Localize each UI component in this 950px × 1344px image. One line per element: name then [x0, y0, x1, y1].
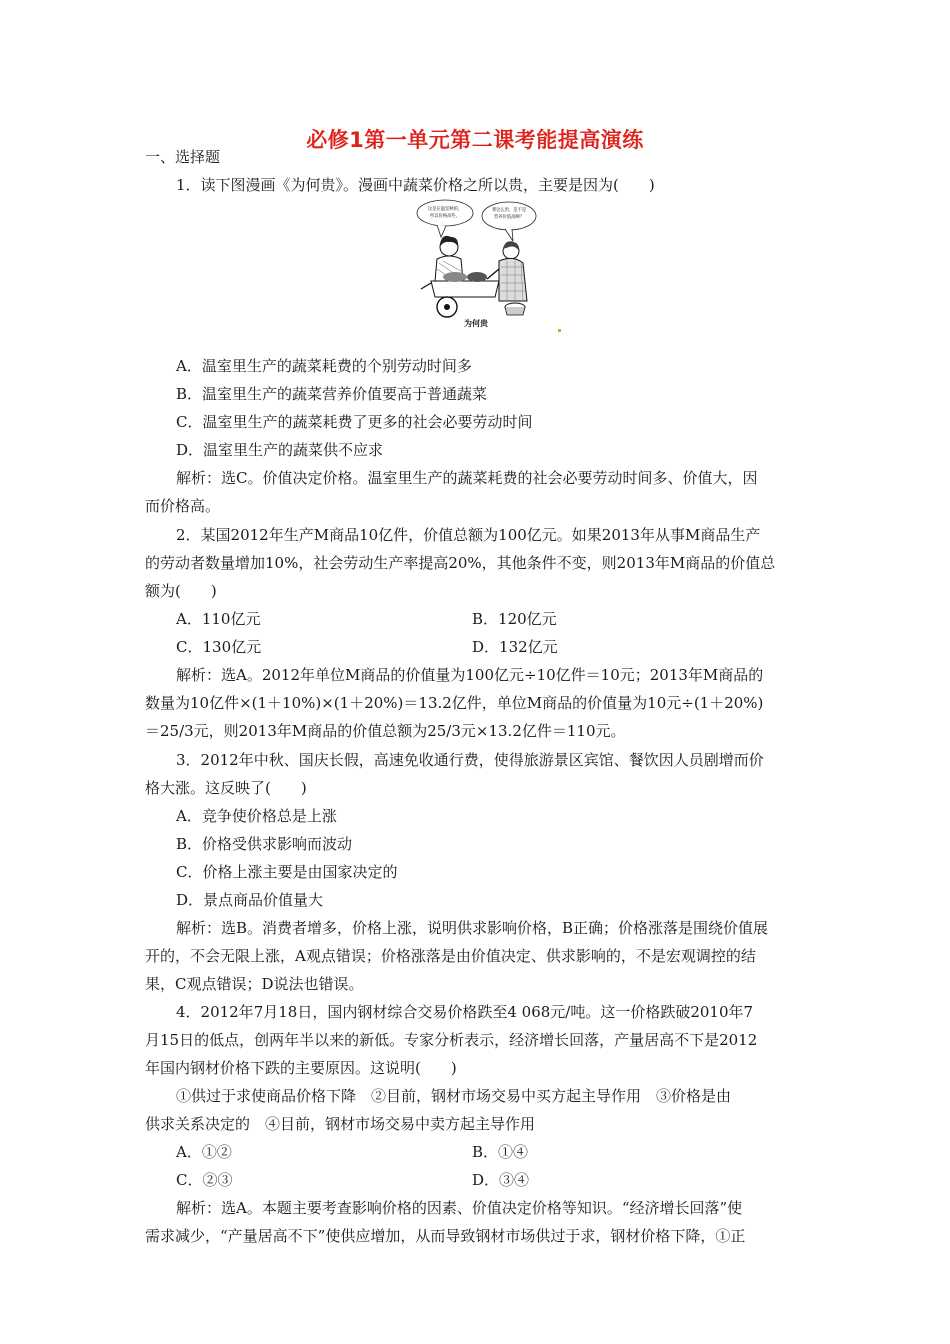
q4-option-b: B．①④	[472, 1143, 529, 1161]
q1-option-b: B．温室里生产的蔬菜营养价值要高于普通蔬菜	[176, 385, 488, 403]
q4-analysis-line: 需求减少，“产量居高不下”使供应增加，从而导致钢材市场供过于求，钢材价格下降，①正	[145, 1227, 746, 1245]
q4-stem-line: 4．2012年7月18日，国内钢材综合交易价格跌至4 068元/吨。这一价格跌破2010年7	[176, 1003, 754, 1021]
q3-option-d: D．景点商品价值量大	[176, 891, 324, 909]
q2-analysis-line: ＝25/3元，则2013年M商品的价值总额为25/3元×13.2亿件＝110元。	[145, 722, 626, 740]
q3-analysis-line: 果，C观点错误；D说法也错误。	[145, 975, 364, 993]
q3-stem-line: 格大涨。这反映了( )	[145, 779, 307, 797]
q2-analysis-line: 解析：选A。2012年单位M商品的价值量为100亿元÷10亿件＝10元；2013年M商品的	[176, 666, 764, 684]
q2-stem-line: 的劳动者数量增加10%，社会劳动生产率提高20%，其他条件不变，则2013年M商品的价值总	[145, 554, 776, 572]
q4-stem-line: 年国内钢材价格下跌的主要原因。这说明( )	[145, 1059, 457, 1077]
q2-option-a: A．110亿元	[176, 610, 261, 628]
q4-items-line: ①供过于求使商品价格下降 ②目前，钢材市场交易中买方起主导作用 ③价格是由	[176, 1087, 732, 1105]
svg-text:菜这么贵，是不是: 菜这么贵，是不是	[491, 208, 527, 213]
svg-text:这是在温室种的，: 这是在温室种的，	[427, 207, 463, 212]
q4-items-line: 供求关系决定的 ④目前，钢材市场交易中卖方起主导作用	[145, 1115, 536, 1133]
svg-text:所以价格高些。: 所以价格高些。	[429, 214, 461, 219]
page-title: 必修1第一单元第二课考能提高演练	[306, 128, 644, 152]
q3-stem-line: 3．2012年中秋、国庆长假，高速免收通行费，使得旅游景区宾馆、餐饮因人员剧增而价	[176, 751, 764, 769]
stray-dot	[558, 329, 561, 332]
q4-option-a: A．①②	[176, 1143, 232, 1161]
cartoon-figure	[415, 197, 537, 329]
q2-stem-line: 额为( )	[145, 582, 217, 600]
q1-option-a: A．温室里生产的蔬菜耗费的个别劳动时间多	[176, 357, 472, 375]
q3-option-b: B．价格受供求影响而波动	[176, 835, 353, 853]
q1-option-d: D．温室里生产的蔬菜供不应求	[176, 441, 384, 459]
q2-option-c: C．130亿元	[176, 638, 262, 656]
q4-option-d: D．③④	[472, 1171, 530, 1189]
q2-option-b: B．120亿元	[472, 610, 557, 628]
figure-caption: 为何贵	[464, 319, 488, 328]
q1-analysis-line: 解析：选C。价值决定价格。温室里生产的蔬菜耗费的社会必要劳动时间多、价值大，因	[176, 469, 758, 487]
q2-option-d: D．132亿元	[472, 638, 558, 656]
section-heading: 一、选择题	[145, 148, 221, 166]
q3-option-c: C．价格上涨主要是由国家决定的	[176, 863, 398, 881]
q2-analysis-line: 数量为10亿件×(1＋10%)×(1＋20%)＝13.2亿件，单位M商品的价值量为10元÷(1＋20%)	[145, 694, 764, 712]
svg-text:营养价值高啊？: 营养价值高啊？	[493, 215, 525, 220]
q3-option-a: A．竞争使价格总是上涨	[176, 807, 337, 825]
q1-analysis-line: 而价格高。	[145, 497, 221, 515]
q2-stem-line: 2．某国2012年生产M商品10亿件，价值总额为100亿元。如果2013年从事M商品生产	[176, 526, 761, 544]
q4-analysis-line: 解析：选A。本题主要考查影响价格的因素、价值决定价格等知识。“经济增长回落”使	[176, 1199, 743, 1217]
q3-analysis-line: 解析：选B。消费者增多，价格上涨，说明供求影响价格，B正确；价格涨落是围绕价值展	[176, 919, 769, 937]
q4-option-c: C．②③	[176, 1171, 233, 1189]
q4-stem-line: 月15日的低点，创两年半以来的新低。专家分析表示，经济增长回落，产量居高不下是2012	[145, 1031, 758, 1049]
q1-option-c: C．温室里生产的蔬菜耗费了更多的社会必要劳动时间	[176, 413, 533, 431]
q1-stem: 1．读下图漫画《为何贵》。漫画中蔬菜价格之所以贵，主要是因为( )	[176, 176, 655, 194]
q3-analysis-line: 开的，不会无限上涨，A观点错误；价格涨落是由价值决定、供求影响的，不是宏观调控的结	[145, 947, 756, 965]
